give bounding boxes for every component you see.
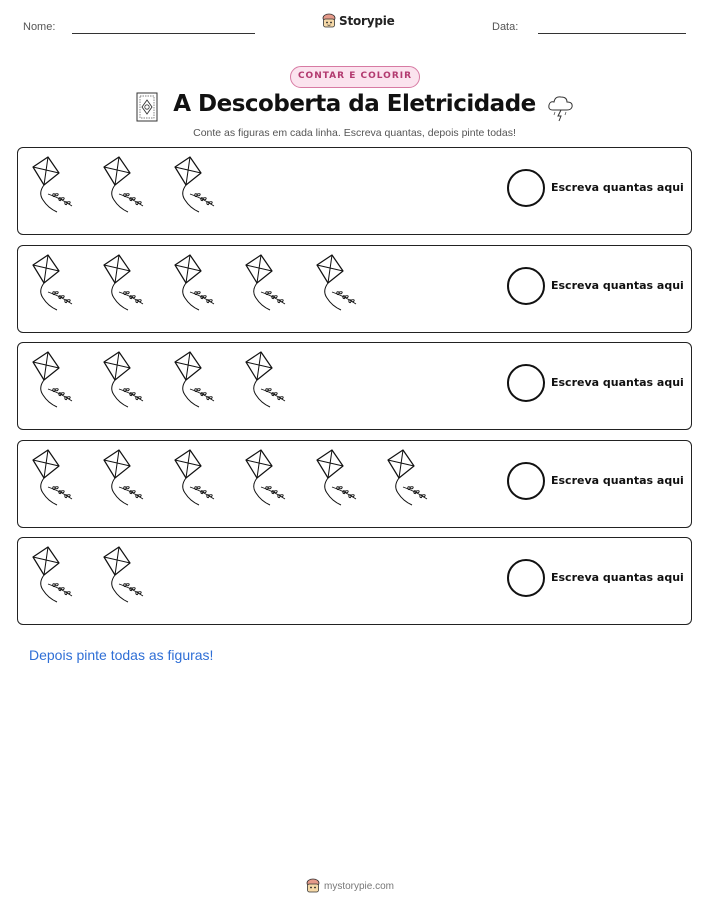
kite-icon [99, 351, 151, 420]
instructions: Conte as figuras em cada linha. Escreva quantas, depois pinte todas! [193, 127, 516, 139]
kite-icon [383, 449, 435, 518]
answer-circle[interactable] [507, 364, 545, 402]
counting-row [17, 147, 692, 235]
brand-name: Storypie [339, 14, 395, 28]
kite-icon [99, 449, 151, 518]
answer-label: Escreva quantas aqui [551, 181, 684, 194]
name-line[interactable] [72, 33, 255, 34]
kite-icon [241, 254, 293, 323]
answer-circle[interactable] [507, 462, 545, 500]
kite-icon [28, 546, 80, 615]
counting-row [17, 537, 692, 625]
date-label: Data: [492, 21, 519, 33]
counting-row [17, 440, 692, 528]
footer-url: mystorypie.com [324, 880, 395, 892]
coloring-instruction: Depois pinte todas as figuras! [29, 647, 214, 663]
kite-icon [28, 351, 80, 420]
kite-icon [99, 546, 151, 615]
kite-icon [170, 351, 222, 420]
answer-circle[interactable] [507, 267, 545, 305]
activity-badge: CONTAR E COLORIR [290, 66, 420, 88]
counting-row [17, 342, 692, 430]
date-line[interactable] [538, 33, 686, 34]
answer-label: Escreva quantas aqui [551, 474, 684, 487]
kite-icon [28, 254, 80, 323]
kite-icon [170, 156, 222, 225]
pie-mascot-icon [322, 13, 336, 29]
kite-icon [170, 254, 222, 323]
page-footer [306, 878, 394, 894]
kite-icon [312, 254, 364, 323]
brand-logo [322, 13, 395, 29]
counting-row [17, 245, 692, 333]
answer-circle[interactable] [507, 169, 545, 207]
storm-cloud-icon [546, 92, 576, 122]
kite-icon [241, 449, 293, 518]
kite-icon [241, 351, 293, 420]
pie-mascot-icon [306, 878, 320, 894]
name-label: Nome: [23, 21, 56, 33]
answer-label: Escreva quantas aqui [551, 571, 684, 584]
kite-icon [28, 156, 80, 225]
page-title: A Descoberta da Eletricidade [173, 91, 536, 117]
kite-icon [99, 156, 151, 225]
answer-circle[interactable] [507, 559, 545, 597]
title-row [0, 90, 709, 126]
answer-label: Escreva quantas aqui [551, 376, 684, 389]
answer-label: Escreva quantas aqui [551, 279, 684, 292]
kite-icon [170, 449, 222, 518]
kite-icon [312, 449, 364, 518]
worksheet-header [0, 0, 709, 50]
kite-icon [28, 449, 80, 518]
kite-icon [99, 254, 151, 323]
